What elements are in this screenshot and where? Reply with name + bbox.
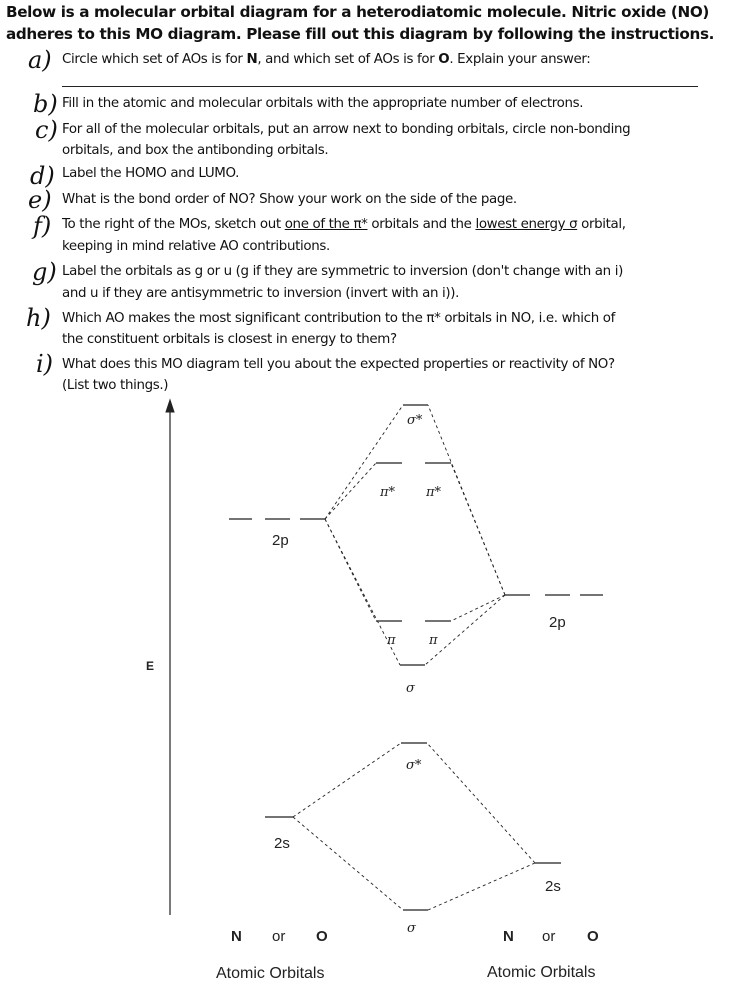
- text-span: (List two things.): [62, 378, 169, 393]
- header-line-2: adheres to this MO diagram. Please fill out this diagram by following the instructions.: [6, 25, 715, 43]
- text-span: For all of the molecular orbitals, put an arrow next to bonding orbitals, circle non-bonding: [62, 122, 631, 137]
- text-span: and u if they are antisymmetric to inversion (invert with an i)).: [62, 286, 460, 301]
- text-span: What does this MO diagram tell you about the expected properties or reactivity of NO?: [62, 357, 615, 372]
- energy-axis-arrow-icon: [166, 400, 174, 412]
- text-span: To the right of the MOs, sketch out: [62, 217, 285, 232]
- text-span: . Explain your answer:: [449, 52, 591, 67]
- underlined-text: one of the π*: [284, 217, 368, 232]
- sigma-star-2s-label: σ*: [406, 758, 422, 773]
- text-span: What is the bond order of NO? Show your work on the side of the page.: [62, 192, 517, 207]
- instruction-marker-c: c): [35, 116, 58, 144]
- instruction-marker-g: g): [32, 258, 57, 286]
- correlation-lines: [293, 405, 535, 910]
- right-caption: Atomic Orbitals: [487, 964, 596, 981]
- text-span: the constituent orbitals is closest in energy to them?: [62, 332, 397, 347]
- pi-star-label: π*: [426, 485, 442, 500]
- text-span: , and which set of AOs is for: [257, 52, 439, 67]
- text-span: orbitals and the: [367, 217, 476, 232]
- energy-axis-label: E: [146, 659, 155, 673]
- instruction-marker-i: i): [36, 350, 54, 378]
- text-span: Fill in the atomic and molecular orbitals with the appropriate number of electrons.: [62, 96, 584, 111]
- text-span: Which AO makes the most significant contribution to the π* orbitals in NO, i.e. which of: [62, 311, 615, 326]
- right-o-option[interactable]: O: [587, 928, 599, 945]
- right-2s-label: 2s: [545, 878, 561, 895]
- text-span: keeping in mind relative AO contributions.: [62, 239, 330, 254]
- instruction-marker-h: h): [26, 304, 51, 332]
- pi-label: π: [429, 633, 438, 648]
- bold-text: O: [438, 52, 450, 67]
- instruction-marker-f: f): [33, 212, 52, 240]
- text-span: orbitals, and box the antibonding orbitals.: [62, 143, 329, 158]
- right-n-option[interactable]: N: [503, 928, 514, 945]
- header-line-1: Below is a molecular orbital diagram for a heterodiatomic molecule. Nitric oxide (NO): [6, 3, 710, 21]
- left-n-option[interactable]: N: [231, 928, 242, 945]
- instruction-marker-b: b): [33, 90, 58, 118]
- sigma-2s-label: σ: [407, 921, 416, 936]
- instruction-marker-e: e): [28, 186, 52, 214]
- left-o-option[interactable]: O: [316, 928, 328, 945]
- left-2p-label: 2p: [272, 532, 289, 549]
- left-or-text: or: [272, 928, 286, 945]
- text-span: Label the HOMO and LUMO.: [62, 166, 240, 181]
- text-span: Label the orbitals as g or u (g if they are symmetric to inversion (don't change with an i): [62, 264, 623, 279]
- sigma-star-2p-label: σ*: [407, 413, 423, 428]
- underlined-text: lowest energy σ: [475, 217, 578, 232]
- instruction-marker-d: d): [30, 162, 55, 190]
- bold-text: N: [246, 52, 258, 67]
- left-caption: Atomic Orbitals: [216, 965, 325, 982]
- pi-star-label: π*: [380, 485, 396, 500]
- left-2s-label: 2s: [274, 835, 290, 852]
- text-span: Circle which set of AOs is for: [62, 52, 247, 67]
- text-span: orbital,: [577, 217, 626, 232]
- instruction-marker-a: a): [28, 46, 52, 74]
- sigma-2p-label: σ: [406, 681, 415, 696]
- right-2p-label: 2p: [549, 614, 566, 631]
- pi-label: π: [387, 633, 396, 648]
- right-or-text: or: [542, 928, 556, 945]
